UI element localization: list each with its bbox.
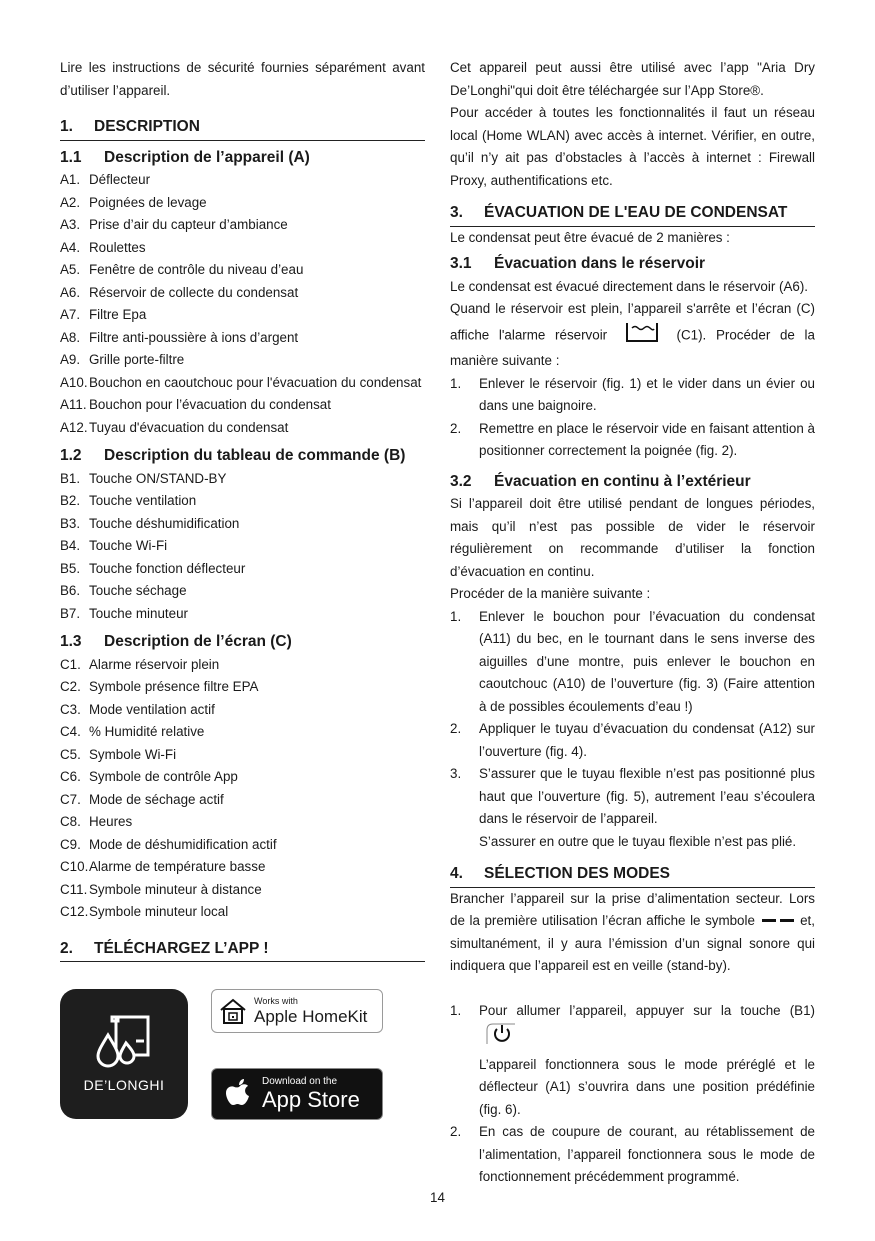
item-label: Filtre Epa <box>89 307 147 322</box>
item-code: B5. <box>60 560 81 576</box>
item-label: Bouchon pour l’évacuation du condensat <box>89 397 331 412</box>
right-column <box>450 57 815 1189</box>
item-label: Touche ventilation <box>89 493 197 508</box>
step-text: Appliquer le tuyau d’évacuation du condensat (A12) sur l’ouverture (fig. 4). <box>479 721 815 759</box>
list-item <box>60 192 425 215</box>
section-3-text: Le condensat peut être évacué de 2 manières : <box>450 229 730 245</box>
item-code: C5. <box>60 746 81 762</box>
item-label: Déflecteur <box>89 172 151 187</box>
item-label: Touche minuteur <box>89 605 188 621</box>
step-number: 1. <box>450 375 462 391</box>
list-item <box>60 744 425 767</box>
item-label: Poignées de levage <box>89 194 207 210</box>
item-label: Alarme de température basse <box>89 859 266 874</box>
section-3-2-steps <box>450 606 815 831</box>
list-item <box>60 766 425 789</box>
list-item <box>60 394 425 417</box>
section-4-steps <box>450 1000 815 1189</box>
item-label: Symbole minuteur local <box>89 904 229 919</box>
list-item <box>450 718 815 763</box>
list-item <box>60 580 425 603</box>
item-label: Mode de déshumidification actif <box>89 836 277 852</box>
item-label: Roulettes <box>89 239 146 255</box>
list-item <box>60 468 425 491</box>
item-label: Symbole présence filtre EPA <box>89 679 259 694</box>
item-label: Prise d’air du capteur d’ambiance <box>89 217 288 232</box>
app-store-top-text: Download on the <box>262 1076 338 1087</box>
section-3-1-heading: 3.1 Évacuation dans le réservoir <box>450 255 706 272</box>
item-label: Alarme réservoir plein <box>89 656 220 672</box>
list-item <box>60 879 425 902</box>
item-label: Grille porte-filtre <box>89 352 185 367</box>
item-label: Touche Wi-Fi <box>89 538 168 553</box>
list-item <box>60 282 425 305</box>
item-code: C6. <box>60 769 81 784</box>
network-requirements-text: Pour accéder à toutes les fonctionnalités il faut un réseau local (Home WLAN) avec accès à internet. Vérifier, en outre, qu’il n’y ait pas d’obstacles à l’accès à internet : Firewall Proxy, authentifications etc. <box>450 105 815 188</box>
item-label: % Humidité relative <box>89 724 205 739</box>
list-item <box>60 721 425 744</box>
item-code: A3. <box>60 217 81 232</box>
list-item <box>60 676 425 699</box>
section-3-2-heading: 3.2 Évacuation en continu à l’extérieur <box>450 472 751 490</box>
section-1-1-heading: 1.1 Description de l’appareil (A) <box>60 148 310 166</box>
item-label: Symbole minuteur à distance <box>89 881 262 897</box>
list-item <box>60 856 425 879</box>
section-1-heading: 1. DESCRIPTION <box>60 116 425 141</box>
item-label: Tuyau d'évacuation du condensat <box>89 419 289 435</box>
item-code: A12. <box>60 419 88 435</box>
step-text: Enlever le bouchon pour l’évacuation du condensat (A11) du bec, en le tournant dans le sens inverse des aiguilles d’une montre, puis enlever le bouchon en caoutchouc (A10) de l’ouverture (fig. 3) (Faire attention à de possibles écoulements d’eau !) <box>479 608 815 714</box>
list-item <box>60 603 425 626</box>
step-text: Remettre en place le réservoir vide en faisant attention à positionner correctement la poignée (fig. 2). <box>479 420 815 458</box>
list-item <box>60 490 425 513</box>
step-text: Enlever le réservoir (fig. 1) et le vider dans un évier ou dans une baignoire. <box>479 375 815 413</box>
step-text: S’assurer que le tuyau flexible n’est pas positionné plus haut que l’ouverture (fig. 5), autrement l’eau s’écoulera dans le réservoir de l’appareil. <box>479 766 815 826</box>
item-label: Fenêtre de contrôle du niveau d’eau <box>89 262 304 277</box>
item-code: A5. <box>60 262 81 277</box>
item-code: C12. <box>60 904 89 919</box>
item-code: C11. <box>60 881 88 897</box>
section-4-text: Brancher l’appareil sur la prise d’alimentation secteur. Lors de la première utilisation l’écran affiche le symbole et, simultanément, il y aura l’émission d’un signal sonore qui indiquera que l’appareil est en veille (stand-by). <box>450 890 815 974</box>
item-code: A11. <box>60 397 87 412</box>
display-list <box>60 654 425 924</box>
list-item <box>60 699 425 722</box>
item-code: A4. <box>60 239 81 255</box>
homekit-top-text: Works with <box>254 996 298 1006</box>
list-item <box>60 417 425 440</box>
item-code: A8. <box>60 329 81 345</box>
page-number: 14 <box>430 1190 445 1205</box>
item-label: Heures <box>89 814 133 829</box>
item-code: B2. <box>60 493 81 508</box>
list-item <box>60 304 425 327</box>
item-label: Bouchon en caoutchouc pour l'évacuation du condensat <box>89 374 422 390</box>
homekit-main-text: Apple HomeKit <box>254 1007 368 1026</box>
item-code: B3. <box>60 515 81 531</box>
section-3-1-text-1: Le condensat est évacué directement dans le réservoir (A6). <box>450 278 809 294</box>
section-3-2-text-1: Si l’appareil doit être utilisé pendant de longues périodes, mais qu’il n’est pas possible de vider le réservoir régulièrement on recommande d’utiliser la fonction d’évacuation en continu. <box>450 496 815 579</box>
item-label: Touche séchage <box>89 583 187 598</box>
list-item: 1. Pour allumer l’appareil, appuyer sur la touche (B1) L’appareil fonctionnera sous le mode préréglé et le déflecteur (A1) s’ouvrira dans une position prédéfinie (fig. 6). <box>450 1002 815 1117</box>
item-code: A1. <box>60 172 81 187</box>
section-1-3-heading: 1.3 Description de l’écran (C) <box>60 633 292 650</box>
section-3-2-note: S’assurer en outre que le tuyau flexible n’est pas plié. <box>479 833 797 849</box>
left-column <box>60 57 425 962</box>
item-code: C10. <box>60 859 89 874</box>
list-item <box>60 535 425 558</box>
section-3-1-steps <box>450 373 815 463</box>
list-item <box>60 811 425 834</box>
section-3-heading: 3. ÉVACUATION DE L'EAU DE CONDENSAT <box>450 202 815 227</box>
item-label: Symbole Wi-Fi <box>89 746 177 762</box>
tank-full-icon <box>625 321 659 351</box>
step-number: 2. <box>450 420 462 436</box>
list-item <box>60 237 425 260</box>
item-code: B4. <box>60 538 81 553</box>
list-item <box>60 327 425 350</box>
standby-dashes-icon <box>760 910 796 933</box>
item-code: A9. <box>60 352 81 367</box>
step-number: 3. <box>450 766 462 781</box>
list-item <box>60 789 425 812</box>
item-code: C4. <box>60 724 81 739</box>
item-code: B1. <box>60 470 81 486</box>
step-number: 1. <box>450 608 462 624</box>
list-item <box>60 349 425 372</box>
list-item <box>450 418 815 463</box>
item-label: Symbole de contrôle App <box>89 769 238 784</box>
item-label: Touche déshumidification <box>89 515 240 531</box>
apple-logo-icon <box>224 1077 254 1111</box>
list-item <box>60 372 425 395</box>
item-code: A7. <box>60 307 81 322</box>
item-label: Filtre anti-poussière à ions d’argent <box>89 329 299 345</box>
item-label: Touche fonction déflecteur <box>89 560 246 576</box>
power-icon <box>485 1022 517 1054</box>
list-item <box>450 373 815 418</box>
appliance-parts-list <box>60 169 425 439</box>
control-panel-list <box>60 468 425 626</box>
list-item <box>60 558 425 581</box>
list-item <box>60 169 425 192</box>
apple-homekit-badge[interactable] <box>211 989 383 1033</box>
app-intro-text: Cet appareil peut aussi être utilisé avec l’app "Aria Dry De’Longhi"qui doit être téléchargée sur l’App Store®. <box>450 60 815 98</box>
list-item <box>60 654 425 677</box>
item-code: A6. <box>60 284 81 300</box>
section-2-heading: 2. TÉLÉCHARGEZ L’APP ! <box>60 938 425 963</box>
item-code: C2. <box>60 679 81 694</box>
item-code: B6. <box>60 583 81 598</box>
item-code: B7. <box>60 605 81 621</box>
item-code: A2. <box>60 194 81 210</box>
list-item <box>60 513 425 536</box>
item-code: C1. <box>60 656 81 672</box>
item-label: Mode de séchage actif <box>89 791 224 807</box>
item-label: Réservoir de collecte du condensat <box>89 284 299 300</box>
list-item <box>60 214 425 237</box>
item-code: C8. <box>60 814 81 829</box>
app-store-badge[interactable] <box>211 1068 383 1120</box>
section-1-2-heading: 1.2 Description du tableau de commande (B) <box>60 447 406 464</box>
list-item: 2. En cas de coupure de courant, au rétablissement de l’alimentation, l’appareil fonctionnera sous le mode de fonctionnement précédemment programmé. <box>450 1124 815 1185</box>
intro-text: Lire les instructions de sécurité fournies séparément avant d’utiliser l’appareil. <box>60 60 425 98</box>
app-store-main-text: App Store <box>262 1087 360 1112</box>
section-3-1-text-2: Quand le réservoir est plein, l’appareil s'arrête et l’écran (C) affiche l'alarme réservoir (C1). Procéder de la manière suivante : <box>450 301 815 368</box>
list-item <box>60 834 425 857</box>
step-number: 2. <box>450 721 462 736</box>
item-label: Mode ventilation actif <box>89 701 215 717</box>
app-brand-label: DE’LONGHI <box>83 1077 165 1093</box>
list-item <box>60 901 425 924</box>
item-code: C3. <box>60 701 81 717</box>
section-4-heading: 4. SÉLECTION DES MODES <box>450 863 815 888</box>
section-3-2-text-2: Procéder de la manière suivante : <box>450 586 651 601</box>
item-code: C7. <box>60 791 81 807</box>
list-item <box>450 606 815 719</box>
homekit-house-icon <box>218 996 248 1026</box>
list-item <box>60 259 425 282</box>
water-drops-icon <box>60 989 188 1079</box>
item-code: C9. <box>60 836 81 852</box>
item-code: A10. <box>60 374 88 390</box>
list-item <box>450 763 815 831</box>
delonghi-app-icon[interactable] <box>60 989 188 1119</box>
item-label: Touche ON/STAND-BY <box>89 470 227 486</box>
